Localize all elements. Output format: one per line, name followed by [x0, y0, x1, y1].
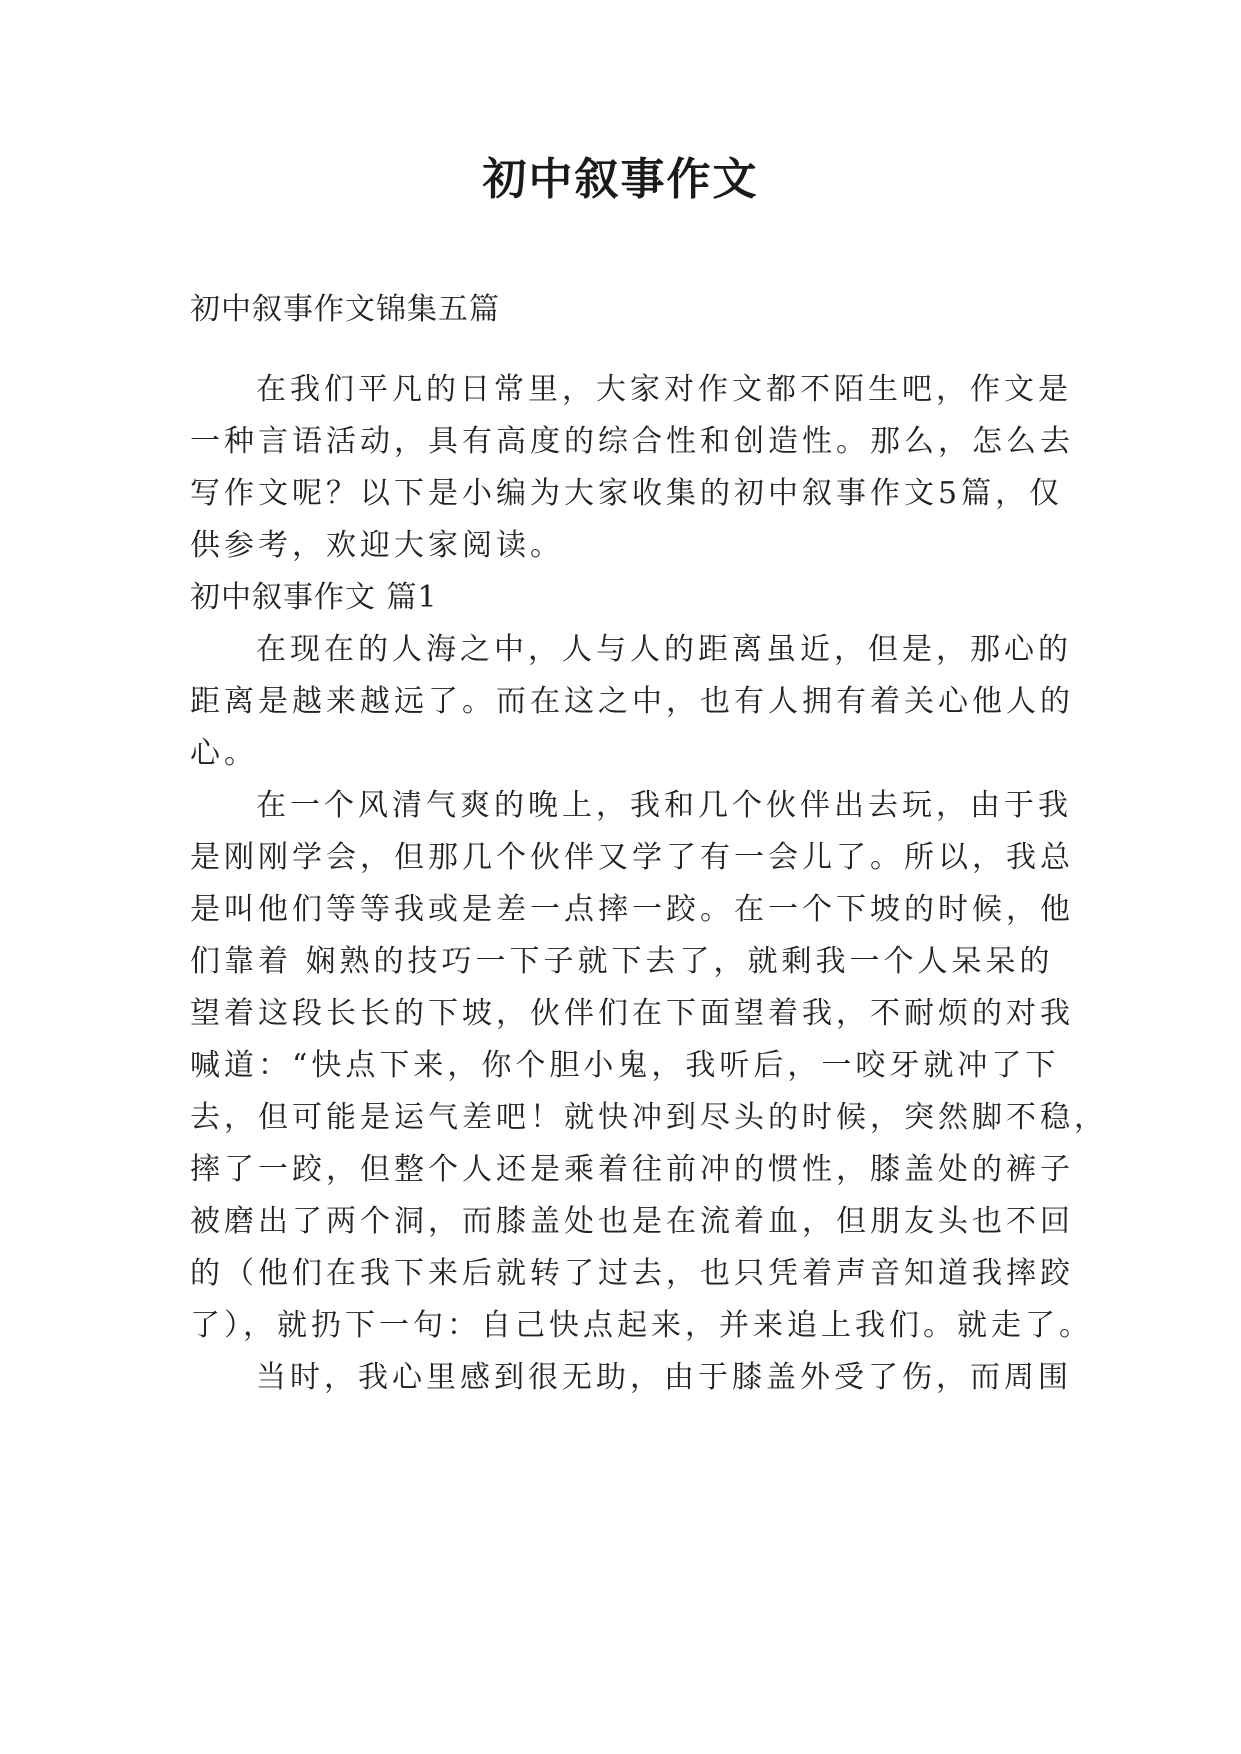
- paragraph-line: 了），就扔下一句：自己快点起来，并来追上我们。就走了。: [190, 1308, 1093, 1343]
- paragraph-line: 们靠着 娴熟的技巧一下子就下去了，就剩我一个人呆呆的: [190, 944, 1054, 979]
- paragraph-line: 在一个风清气爽的晚上，我和几个伙伴出去玩，由于我: [256, 788, 1072, 823]
- paragraph-line: 在现在的人海之中，人与人的距离虽近，但是，那心的: [256, 632, 1072, 667]
- paragraph-line: 喊道：“快点下来，你个胆小鬼，我听后，一咬牙就冲了下: [190, 1048, 1060, 1083]
- paragraph-line: 是刚刚学会，但那几个伙伴又学了有一会儿了。所以，我总: [190, 840, 1074, 875]
- paragraph-line: 被磨出了两个洞，而膝盖处也是在流着血，但朋友头也不回: [190, 1204, 1074, 1239]
- intro-line: 一种言语活动，具有高度的综合性和创造性。那么，怎么去: [190, 424, 1074, 459]
- document-title: 初中叙事作文: [482, 154, 759, 205]
- paragraph-line: 当时，我心里感到很无助，由于膝盖外受了伤，而周围: [256, 1360, 1072, 1395]
- paragraph-line: 距离是越来越远了。而在这之中，也有人拥有着关心他人的: [190, 684, 1074, 719]
- paragraph-line: 摔了一跤，但整个人还是乘着往前冲的惯性，膝盖处的裤子: [190, 1152, 1074, 1187]
- paragraph-line: 望着这段长长的下坡，伙伴们在下面望着我，不耐烦的对我: [190, 996, 1074, 1031]
- intro-line: 供参考，欢迎大家阅读。: [190, 528, 564, 563]
- paragraph-line: 的（他们在我下来后就转了过去，也只凭着声音知道我摔跤: [190, 1256, 1074, 1291]
- paragraph-line: 去，但可能是运气差吧！就快冲到尽头的时候，突然脚不稳，: [190, 1100, 1108, 1135]
- section-heading: 初中叙事作文 篇1: [190, 580, 438, 615]
- paragraph-line: 心。: [190, 736, 258, 771]
- intro-line: 在我们平凡的日常里，大家对作文都不陌生吧，作文是: [256, 372, 1072, 407]
- intro-line: 写作文呢？以下是小编为大家收集的初中叙事作文5篇，仅: [190, 476, 1064, 511]
- document-subtitle: 初中叙事作文锦集五篇: [190, 292, 500, 327]
- paragraph-line: 是叫他们等等我或是差一点摔一跤。在一个下坡的时候，他: [190, 892, 1074, 927]
